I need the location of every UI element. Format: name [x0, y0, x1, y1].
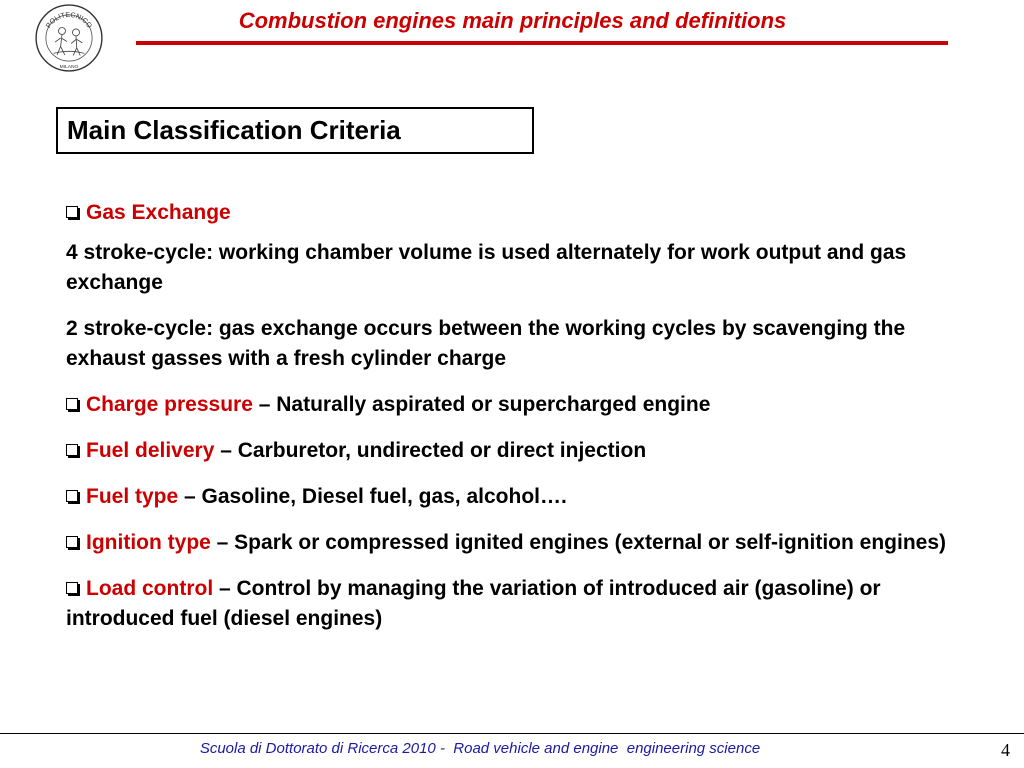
- item-desc: – Naturally aspirated or supercharged engine: [252, 393, 711, 416]
- checkbox-bullet-icon: [66, 536, 78, 548]
- header-title: Combustion engines main principles and definitions: [238, 8, 787, 33]
- item-text: 2 stroke-cycle: gas exchange occurs between the working cycles by scavenging the exhaust gasses with a fresh cylinder charge: [66, 317, 906, 370]
- item-label: Load control: [86, 577, 214, 600]
- list-item-fuel-delivery: [66, 436, 966, 466]
- item-label: Ignition type: [86, 531, 211, 554]
- list-item-2-stroke: [66, 314, 966, 374]
- item-label: Fuel type: [86, 485, 179, 508]
- checkbox-bullet-icon: [66, 490, 78, 502]
- classification-list: [66, 198, 966, 650]
- header-divider: [136, 41, 948, 45]
- item-desc: – Spark or compressed ignited engines (external or self-ignition engines): [210, 531, 946, 554]
- section-title-box: [56, 107, 534, 154]
- item-label: Charge pressure: [86, 393, 253, 416]
- politecnico-seal-logo: [34, 3, 104, 73]
- footer-divider: [0, 733, 1024, 734]
- list-item-load-control: [66, 574, 966, 634]
- item-desc: – Control by managing the variation of introduced air (gasoline) or introduced fuel (diesel engines): [66, 577, 881, 630]
- svg-text:POLITECNICO: POLITECNICO: [45, 11, 93, 30]
- seal-icon: [34, 3, 104, 73]
- item-label: Fuel delivery: [86, 439, 215, 462]
- item-label: Gas Exchange: [86, 201, 231, 224]
- item-desc: – Carburetor, undirected or direct injection: [214, 439, 647, 462]
- svg-text:MILANO: MILANO: [59, 65, 79, 71]
- list-item-4-stroke: [66, 238, 966, 298]
- footer-text: Scuola di Dottorato di Ricerca 2010 - Road vehicle and engine engineering science: [199, 740, 761, 757]
- item-desc: – Gasoline, Diesel fuel, gas, alcohol….: [178, 485, 567, 508]
- list-item-charge-pressure: [66, 390, 966, 420]
- checkbox-bullet-icon: [66, 206, 78, 218]
- list-item-gas-exchange: [66, 198, 966, 228]
- checkbox-bullet-icon: [66, 582, 78, 594]
- section-title: Main Classification Criteria: [67, 115, 401, 145]
- checkbox-bullet-icon: [66, 444, 78, 456]
- checkbox-bullet-icon: [66, 398, 78, 410]
- page-number: 4: [1001, 740, 1010, 760]
- list-item-ignition-type: [66, 528, 966, 558]
- item-text: 4 stroke-cycle: working chamber volume is used alternately for work output and gas exchange: [66, 241, 907, 294]
- list-item-fuel-type: [66, 482, 966, 512]
